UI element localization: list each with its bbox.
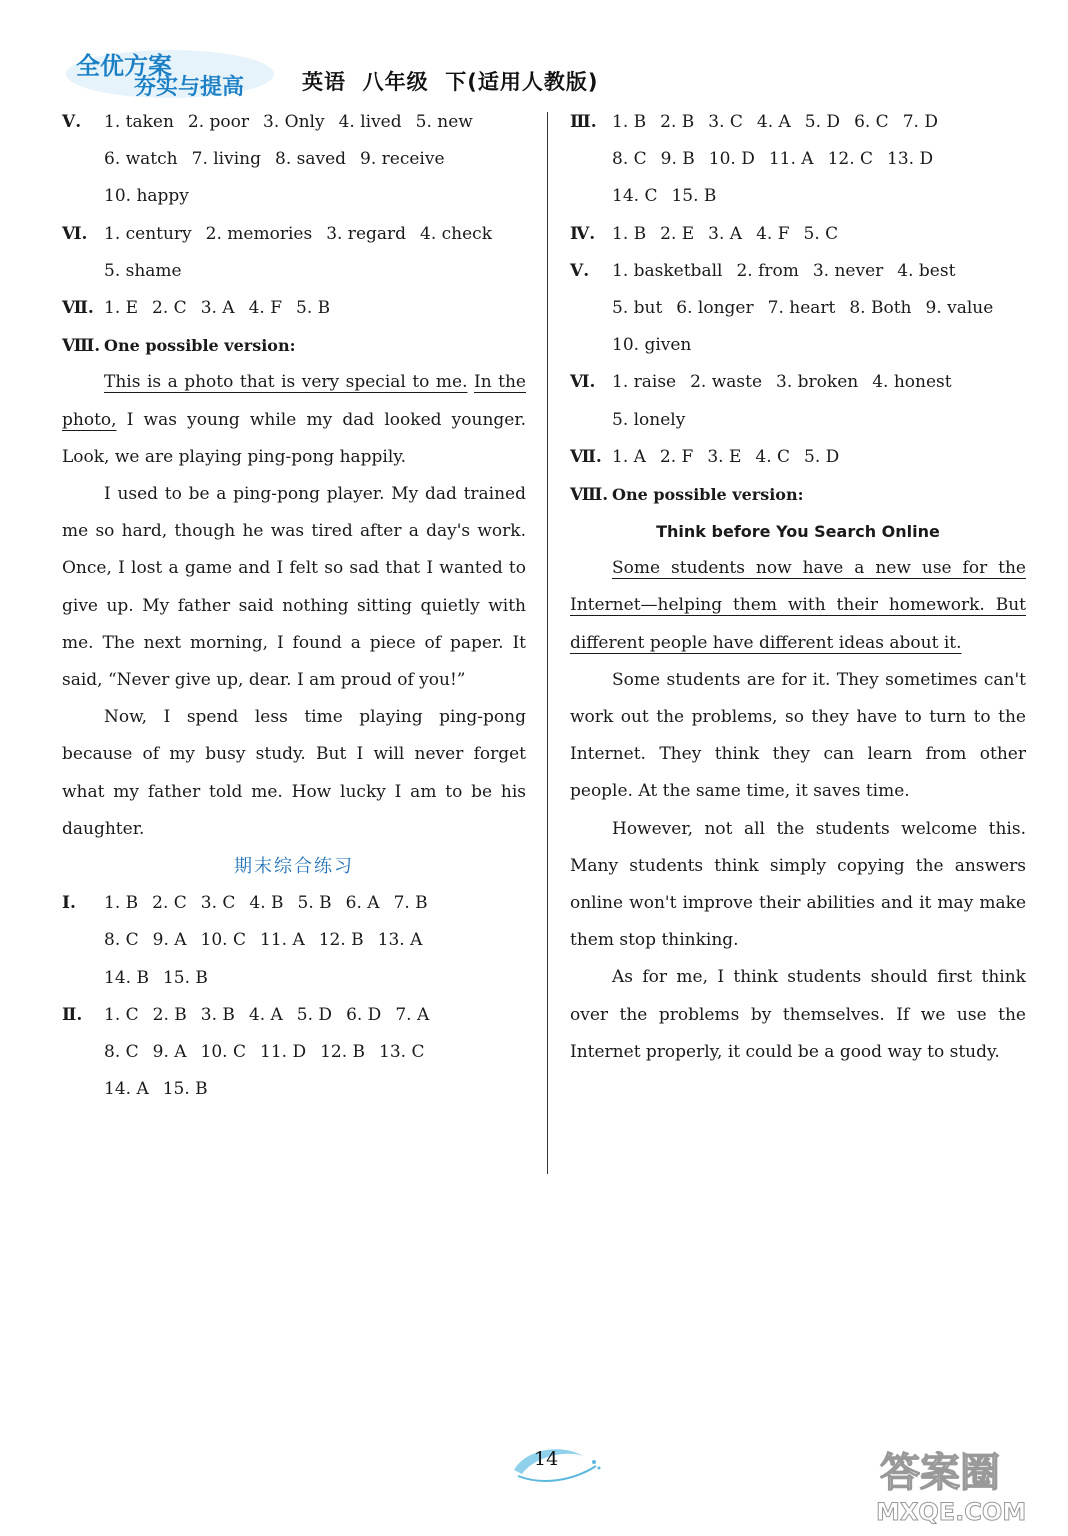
logo-line1: 全优方案 [76, 52, 172, 80]
logo-line2: 夯实与提高 [134, 75, 245, 100]
answer-row: 10. happy [104, 186, 189, 207]
essay-paragraph: Some students now have a new use for the Internet—helping them with their homework. But different people have different ideas about it. [570, 558, 1026, 653]
essay-paragraph: However, not all the students welcome this. Many students think simply copying the answers online won't improve their abilities and it may make them stop thinking. [570, 818, 1026, 951]
essay-paragraph: Some students are for it. They sometimes can't work out the problems, so they have to turn to the Internet. They think they can learn from other people. At the same time, it saves time. [570, 669, 1026, 802]
final-section-7 [570, 439, 1026, 476]
answer-row: Ⅴ. 1. taken 2. poor 3. Only 4. lived 5. new [62, 112, 473, 132]
essay-paragraph: This is a photo that is very special to me. In the photo, I was young while my dad looked younger. Look, we are playing ping-pong happily. [62, 372, 526, 467]
section-6 [62, 216, 526, 290]
answer-row: 14. C 15. B [612, 186, 717, 207]
answer-row: 8. C 9. A 10. C 11. A 12. B 13. A [104, 930, 423, 951]
answer-row: 5. but 6. longer 7. heart 8. Both 9. value [612, 297, 994, 318]
answer-row: Ⅴ. 1. basketball 2. from 3. never 4. best [570, 260, 956, 281]
essay-title: Think before You Search Online [656, 522, 940, 542]
version-label: Ⅷ. One possible version: [570, 484, 804, 505]
final-section-8-essay [570, 476, 1026, 1071]
page-number: 14 [534, 1448, 559, 1470]
essay-paragraph: I used to be a ping-pong player. My dad trained me so hard, though he was tired after a day's work. Once, I lost a game and I felt so sad that I wanted to give up. My father said nothing sitting quietly with me. The next morning, I found a piece of paper. It said, “Never give up, dear. I am proud of you!” [62, 483, 526, 690]
book-series-logo [64, 44, 276, 100]
right-column [570, 104, 1026, 1071]
answer-row: 5. shame [104, 260, 182, 281]
answer-row: 10. given [612, 335, 692, 356]
answer-row: 5. lonely [612, 409, 686, 430]
answer-row: 14. A 15. B [104, 1079, 208, 1100]
final-section-3 [570, 104, 1026, 216]
final-section-2 [62, 997, 526, 1109]
answer-row: 8. C 9. A 10. C 11. D 12. B 13. C [104, 1041, 425, 1062]
answer-row: 8. C 9. B 10. D 11. A 12. C 13. D [612, 149, 934, 170]
left-column [62, 104, 526, 1108]
column-divider [547, 112, 548, 1174]
essay-paragraph: As for me, I think students should first think over the problems by themselves. If we use the Internet properly, it could be a good way to study. [570, 967, 1026, 1062]
site-watermark-logo [870, 1436, 1050, 1528]
final-section-1 [62, 885, 526, 997]
essay-paragraph: Now, I spend less time playing ping-pong because of my busy study. But I will never forget what my father told me. How lucky I am to be his daughter. [62, 707, 526, 839]
answer-row: Ⅲ. 1. B 2. B 3. C 4. A 5. D 6. C 7. D [570, 112, 938, 132]
final-section-6 [570, 364, 1026, 438]
watermark-text-top: 答案圈 [880, 1450, 1000, 1496]
final-review-title: 期末综合练习 [234, 855, 354, 877]
page-number-badge [508, 1440, 604, 1488]
version-label: Ⅷ. One possible version: [62, 336, 296, 357]
answer-row: Ⅶ. 1. E 2. C 3. A 4. F 5. B [62, 297, 331, 318]
answer-row: Ⅶ. 1. A 2. F 3. E 4. C 5. D [570, 446, 840, 467]
answer-row: 6. watch 7. living 8. saved 9. receive [104, 149, 445, 170]
final-section-4 [570, 216, 1026, 253]
answer-row: Ⅳ. 1. B 2. E 3. A 4. F 5. C [570, 223, 839, 244]
book-title: 英语 八年级 下(适用人教版) [302, 70, 599, 94]
answer-row: Ⅵ. 1. century 2. memories 3. regard 4. check [62, 223, 493, 244]
section-7 [62, 290, 526, 327]
answer-row: Ⅰ. 1. B 2. C 3. C 4. B 5. B 6. A 7. B [62, 893, 428, 914]
final-section-5 [570, 253, 1026, 365]
answer-row: Ⅱ. 1. C 2. B 3. B 4. A 5. D 6. D 7. A [62, 1004, 430, 1025]
section-5 [62, 104, 526, 216]
section-8-essay [62, 327, 526, 848]
answer-row: 14. B 15. B [104, 967, 208, 988]
answer-row: Ⅵ. 1. raise 2. waste 3. broken 4. honest [570, 372, 952, 393]
watermark-text-bottom: MXQE.COM [876, 1498, 1027, 1526]
